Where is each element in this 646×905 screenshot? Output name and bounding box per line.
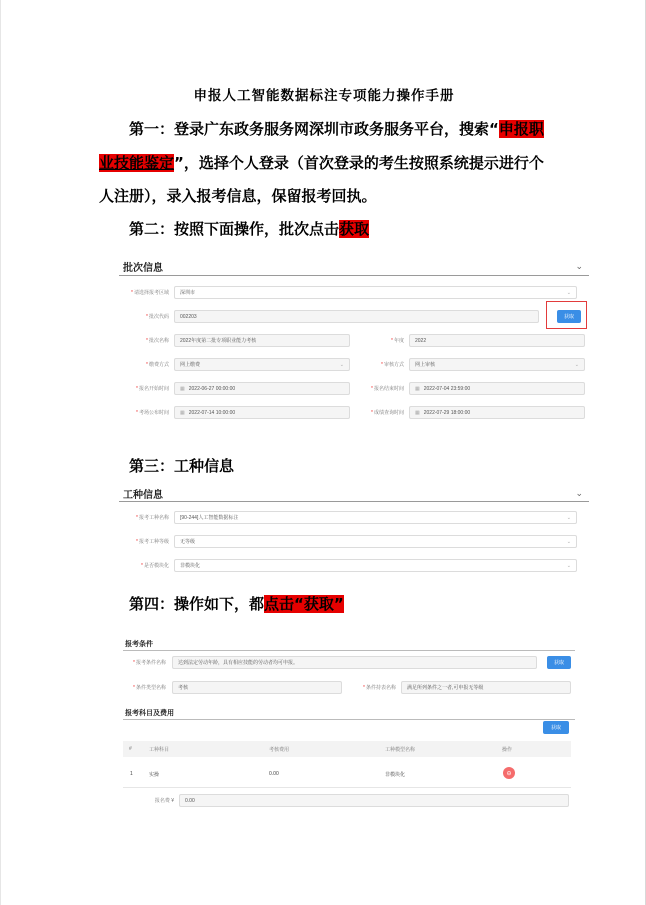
job-info-header[interactable]	[119, 485, 589, 502]
conditions-title: 报考条件	[125, 641, 153, 648]
end-label: *报名结束时间	[371, 386, 404, 392]
get-cond-button[interactable]: 获取	[547, 656, 571, 669]
step1-line3: 人注册），录入报考信息，保留报考回执。	[99, 187, 377, 205]
area-row	[119, 286, 589, 299]
job-name-row	[119, 511, 589, 524]
pay-label: *缴费方式	[146, 362, 169, 368]
batch-code-label: *批次代码	[146, 314, 169, 320]
cond-type-input[interactable]: 考核	[172, 681, 342, 694]
start-label: *报名开始时间	[136, 386, 169, 392]
chevron-down-icon[interactable]: ⌄	[575, 487, 583, 498]
step1-text-b: ”，选择个人登录（首次登录的考生按照系统提示进行个	[174, 154, 544, 172]
job-info-panel	[119, 485, 589, 575]
total-label: 报名费 ¥	[154, 798, 174, 804]
area-select[interactable]: 深圳市 ⌄	[174, 286, 577, 299]
start-date-input[interactable]: ▦ 2022-06-27 00:00:00	[174, 382, 350, 395]
calendar-icon: ▦	[180, 409, 185, 416]
doc-title: 申报人工智能数据标注专项能力操作手册	[193, 88, 455, 104]
conditions-panel	[119, 635, 579, 815]
job-name-select[interactable]: [90-244]人工智能数据标注 ⌄	[174, 511, 577, 524]
audit-label: *审核方式	[381, 362, 404, 368]
batch-code-row	[119, 310, 589, 323]
step1-line2	[99, 147, 544, 179]
batch-code-input[interactable]: 002203	[174, 310, 539, 323]
cond-name-input[interactable]: 达到法定劳动年龄，具有相应技能的劳动者均可申报。	[172, 656, 537, 669]
cond-name-label: *报考条件名称	[133, 660, 166, 666]
divider	[123, 787, 571, 788]
audit-select[interactable]: 网上审核 ⌄	[409, 358, 585, 371]
job-info-title: 工种信息	[123, 489, 163, 501]
get-subjects-button[interactable]: 获取	[543, 721, 569, 734]
column-header: 工种科目	[149, 747, 170, 753]
pay-select[interactable]: 网上缴费 ⌄	[174, 358, 350, 371]
row-subject: 实操	[149, 772, 160, 778]
row-model: 非模块化	[385, 772, 406, 778]
calendar-icon: ▦	[180, 385, 185, 392]
row-fee: 0.00	[269, 771, 279, 777]
cond-type-row	[119, 681, 579, 694]
step1-highlight-1: 申报职	[498, 120, 544, 138]
step4-text: 第四：操作如下，都	[129, 595, 265, 613]
signup-time-row	[119, 382, 589, 395]
job-level-select[interactable]: 无等级 ⌄	[174, 535, 577, 548]
total-input[interactable]: 0.00	[179, 794, 569, 807]
job-name-label: *报考工种名称	[136, 515, 169, 521]
divider	[123, 719, 575, 720]
total-row	[119, 794, 579, 807]
batch-name-row	[119, 334, 589, 347]
row-index: 1	[130, 771, 133, 777]
pay-row	[119, 358, 589, 371]
column-header: 操作	[502, 747, 513, 753]
batch-info-panel	[119, 258, 589, 430]
step1-highlight-2: 业技能鉴定	[99, 154, 175, 172]
step4-highlight: 点击“获取”	[264, 595, 344, 613]
module-row	[119, 559, 589, 572]
step1-text-a: 第一：登录广东政务服务网深圳市政务服务平台，搜索“	[129, 120, 499, 138]
batch-info-title: 批次信息	[123, 263, 163, 274]
step2-text: 第二：按照下面操作，批次点击	[129, 220, 340, 238]
cond-name-row	[119, 656, 579, 669]
exam-notice-input[interactable]: ▦ 2022-07-14 10:00:00	[174, 406, 350, 419]
cond-rule-input[interactable]: 满足所列条件之一者,可申报无等级	[401, 681, 571, 694]
year-label: *年度	[391, 338, 404, 344]
divider	[123, 650, 575, 651]
step4-line	[129, 588, 344, 620]
get-batch-button[interactable]: 获取	[557, 310, 581, 323]
exam-time-row	[119, 406, 589, 419]
score-label: *成绩查询时间	[371, 410, 404, 416]
cond-type-label: *条件类型名称	[133, 685, 166, 691]
job-level-row	[119, 535, 589, 548]
highlight-box	[546, 301, 587, 329]
area-label: *请选择报考区域	[131, 290, 169, 296]
batch-info-header[interactable]	[119, 258, 589, 276]
step3-line: 第三：工种信息	[129, 457, 235, 475]
delete-icon[interactable]: ⊖	[503, 767, 515, 779]
module-label: *是否模块化	[141, 563, 169, 569]
job-level-label: *报考工种等级	[136, 539, 169, 545]
score-input[interactable]: ▦ 2022-07-29 18:00:00	[409, 406, 585, 419]
step2-highlight: 获取	[339, 220, 370, 238]
batch-name-input[interactable]: 2022年度第二批专项职业能力考核	[174, 334, 350, 347]
column-header: 工种模型名称	[385, 747, 416, 753]
year-input[interactable]: 2022	[409, 334, 585, 347]
end-date-input[interactable]: ▦ 2022-07-04 23:59:00	[409, 382, 585, 395]
step2-line	[129, 213, 369, 245]
module-select[interactable]: 非模块化 ⌄	[174, 559, 577, 572]
column-header: 考核费用	[269, 747, 290, 753]
step1-line1	[129, 113, 544, 145]
column-header: #	[129, 746, 132, 752]
calendar-icon: ▦	[415, 385, 420, 392]
subjects-title: 报考科目及费用	[125, 710, 174, 717]
chevron-down-icon[interactable]: ⌄	[575, 261, 583, 271]
exam-notice-label: *考场公布时间	[136, 410, 169, 416]
calendar-icon: ▦	[415, 409, 420, 416]
batch-name-label: *批次名称	[146, 338, 169, 344]
cond-rule-label: *条件持表名称	[363, 685, 396, 691]
